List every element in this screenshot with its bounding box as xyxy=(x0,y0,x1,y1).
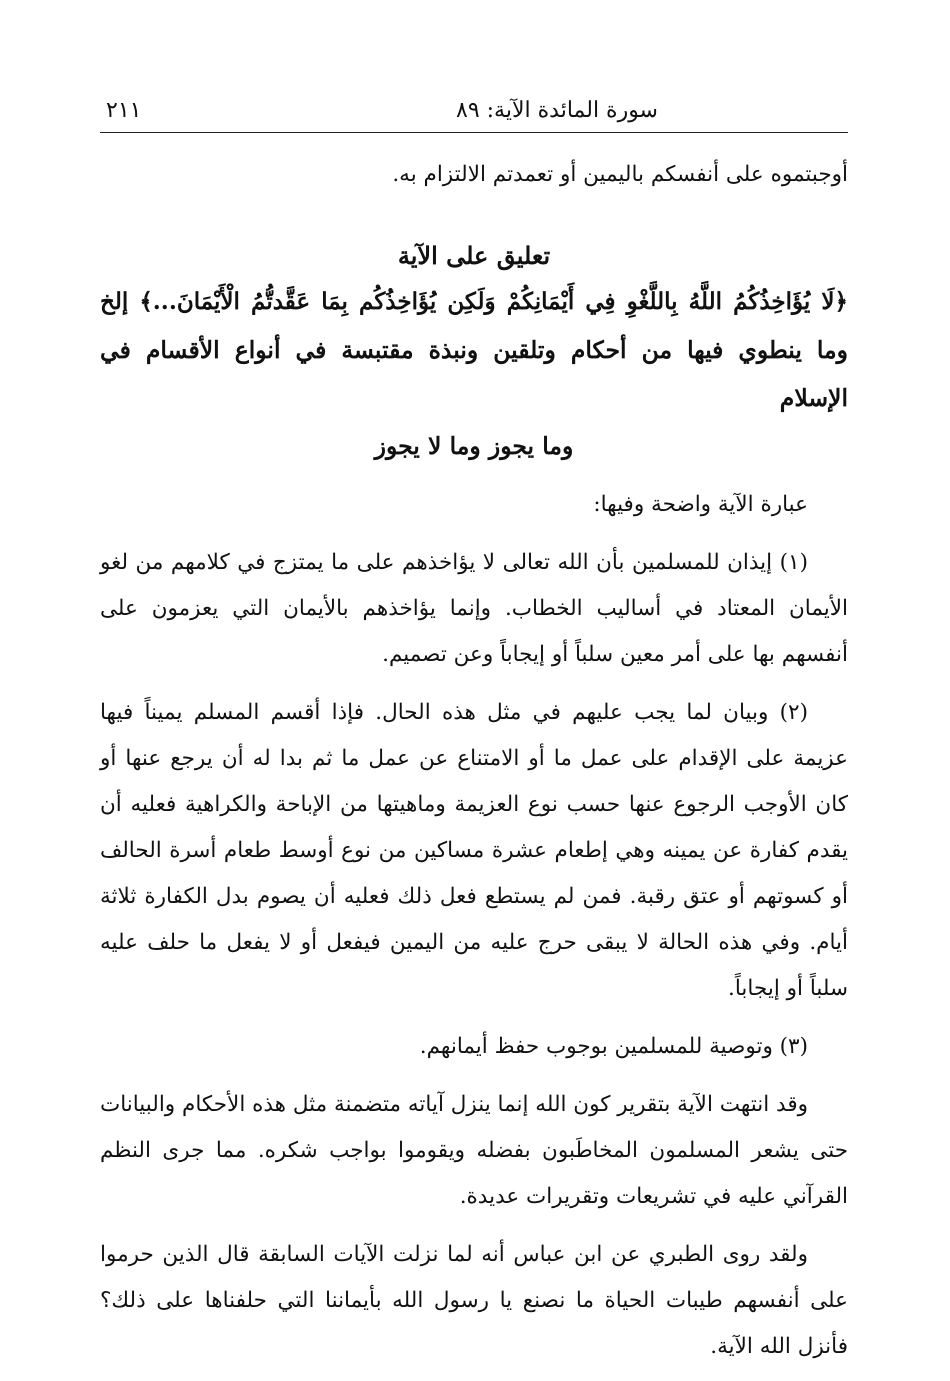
point-3-paragraph: (٣) وتوصية للمسلمين بوجوب حفظ أيمانهم. xyxy=(419,1034,808,1059)
continuation-paragraph: أوجبتموه على أنفسكم باليمين أو تعمدتم الالتزام به. xyxy=(392,162,848,187)
page-body xyxy=(100,152,848,1370)
conclusion-paragraph: وقد انتهت الآية بتقرير كون الله إنما ينزل آياته متضمنة مثل هذه الأحكام والبيانات حتى يشعر المسلمون المخاطَبون بفضله ويقوموا بواجب شكره. مما جرى النظم القرآني عليه في تشريعات وتقريرات عديدة. xyxy=(99,1092,848,1209)
running-header-title: سورة المائدة الآية: ٨٩ xyxy=(456,98,658,123)
narration-paragraph: ولقد روى الطبري عن ابن عباس أنه لما نزلت الآيات السابقة قال الذين حرموا على أنفسهم طيبات الحياة ما نصنع يا رسول الله بأيماننا التي حلفناها على ذلك؟ فأنزل الله الآية. xyxy=(100,1242,848,1359)
intro-paragraph: عبارة الآية واضحة وفيها: xyxy=(593,492,808,517)
point-2-paragraph: (٢) وبيان لما يجب عليهم في مثل هذه الحال. فإذا أقسم المسلم يميناً فيها عزيمة على الإقدام على عمل ما أو الامتناع عن عمل ما ثم بدا له أن يرجع عنها أو كان الأوجب الرجوع عنها حسب نوع العزيمة وماهيتها من الإباحة والكراهية فعليه أن يقدم كفارة عن يمينه وهي إطعام عشرة مساكين من نوع أوسط طعام أسرة الحالف أو كسوتهم أو عتق رقبة. فمن لم يستطع فعل ذلك فعليه أن يصوم بدل الكفارة ثلاثة أيام. وفي هذه الحالة لا يبقى حرج عليه من اليمين فيفعل أو لا يفعل ما حلف عليه سلباً أو إيجاباً. xyxy=(100,700,848,1001)
section-subheading-line-2: وما يجوز وما لا يجوز xyxy=(374,432,574,460)
running-header xyxy=(100,96,848,130)
section-title: تعليق على الآية xyxy=(397,241,551,270)
page-number: ٢١١ xyxy=(106,98,142,123)
quranic-verse-heading: ﴿لَا يُؤَاخِذُكُمُ اللَّهُ بِاللَّغْوِ فِي أَيْمَانِكُمْ وَلَكِن يُؤَاخِذُكُم بِمَا عَقَّدتُّمُ الْأَيْمَانَ...﴾ إلخ xyxy=(100,288,848,315)
section-subheading-line-1: وما ينطوي فيها من أحكام وتلقين ونبذة مقتبسة في أنواع الأقسام في الإسلام xyxy=(100,336,848,412)
point-1-paragraph: (١) إيذان للمسلمين بأن الله تعالى لا يؤاخذهم على ما يمتزج في كلامهم من لغو الأيمان المعتاد في أساليب الخطاب. وإنما يؤاخذهم بالأيمان التي يعزمون على أنفسهم بها على أمر معين سلباً أو إيجاباً وعن تصميم. xyxy=(100,550,848,667)
header-divider xyxy=(100,132,848,133)
